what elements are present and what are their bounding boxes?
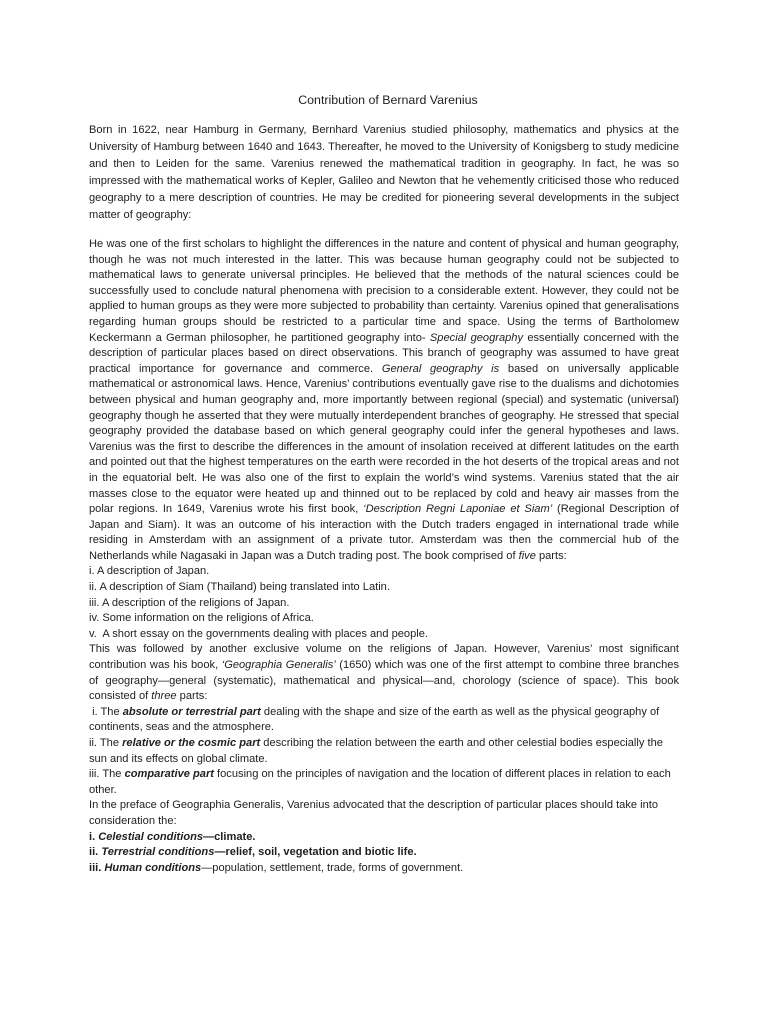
paragraph-main (89, 237, 679, 564)
list-item-text: describing the relation between the earth and other celestial bodies especially the sun and its effects on global climate. (89, 737, 663, 765)
text-run: (Regional Description of Japan and Siam). It was an outcome of his interaction with the Dutch traders engaged in international trade while residing in Amsterdam with an assignment of a private tutor. Amsterdam was then the commercial hub of the Netherlands while Nagasaki in Japan was a Dutch trading post. The book comprised of (89, 503, 679, 562)
list-item-term: comparative part (124, 768, 214, 781)
emphasis-special-geography: Special geography (429, 331, 524, 344)
text-run: He was one of the first scholars to highlight the differences in the nature and content of physical and human geography, though he was not much interested in the latter. This was because human geography could not be subjected to mathematical laws to generate universal principles. He believed that the methods of the natural sciences could be successfully used to conclude natural phenomena with precision to a considerable extent. However, they could not be applied to human groups as they were more subjected to probability than certainty. Varenius opined that generalisations regarding human groups should be restricted to a particular time and space. Using the terms of Bartholomew Keckermann a German philosopher, he partitioned geography into- (89, 238, 679, 344)
list-item: v. A short essay on the governments dealing with places and people. (89, 627, 428, 640)
list-item-prefix: iii. The (89, 768, 125, 781)
list-item-term: Terrestrial conditions (101, 846, 215, 859)
text-run: parts: (176, 690, 208, 703)
list-conditions (89, 830, 679, 877)
paragraph-intro: Born in 1622, near Hamburg in Germany, Bernhard Varenius studied philosophy, mathematics and physics at the University of Hamburg between 1640 and 1643. Thereafter, he moved to the University of Konigsberg to study medicine and then to Leiden for the same. Varenius renewed the mathematical tradition in geography. In fact, he was so impressed with the mathematical works of Kepler, Galileo and Newton that he vehemently criticised those who reduced geography to a mere description of countries. He may be credited for pioneering several developments in the subject matter of geography: (89, 124, 679, 221)
list-item-text: —relief, soil, vegetation and biotic life. (214, 846, 417, 859)
list-item: i. A description of Japan. (89, 565, 210, 578)
document-page (89, 92, 679, 876)
list-item (89, 736, 679, 767)
list-item-text: focusing on the principles of navigation and the location of different places in relation to each other. (89, 768, 671, 796)
list-item (89, 767, 679, 798)
list-item (89, 845, 679, 861)
list-item: ii. A description of Siam (Thailand) being translated into Latin. (89, 581, 390, 594)
list-book-parts (89, 564, 679, 642)
list-item (89, 830, 679, 846)
list-item-term: relative or the cosmic part (122, 737, 261, 749)
emphasis-geographia-title: ‘Geographia Generalis’ (221, 659, 336, 672)
list-item-text: —population, settlement, trade, forms of government. (201, 861, 464, 874)
list-item: iii. A description of the religions of Japan. (89, 596, 290, 609)
page-title: Contribution of Bernard Varenius (298, 93, 478, 107)
emphasis-general-geography: General geography is (381, 362, 500, 375)
paragraph-geographia (89, 642, 679, 704)
emphasis-five: five (518, 549, 536, 562)
emphasis-three: three (151, 690, 177, 703)
text-run: parts: (535, 549, 567, 562)
list-item-text: —climate. (203, 830, 256, 843)
text-run: This was followed by another exclusive volume on the religions of Japan. However, Varenius’ most significant contribution was his book, (89, 643, 679, 672)
text-run: essentially concerned with the description of particular places based on direct observations. This branch of geography was assumed to have great practical importance for governance and commerce. (89, 331, 679, 375)
paragraph-preface: In the preface of Geographia Generalis, Varenius advocated that the description of particular places should take into consideration the: (89, 799, 659, 827)
list-item-number: iii. (89, 861, 105, 874)
list-item-term: Human conditions (104, 861, 202, 874)
list-geographia-parts (89, 705, 679, 799)
list-item: iv. Some information on the religions of Africa. (89, 612, 314, 625)
list-item-term: absolute or terrestrial part (122, 705, 261, 718)
list-item-number: i. (89, 830, 99, 843)
list-item-term: Celestial conditions (98, 830, 204, 843)
list-item (89, 705, 679, 736)
list-item-prefix: i. The (89, 705, 123, 718)
emphasis-book-title: ‘Description Regni Laponiae et Siam’ (363, 503, 553, 516)
list-item-prefix: ii. The (89, 737, 123, 749)
list-item-number: ii. (89, 846, 102, 859)
list-item-text: dealing with the shape and size of the earth as well as the physical geography of continents, seas and the atmosphere. (89, 705, 660, 734)
list-item (89, 861, 679, 877)
text-run: (1650) which was one of the first attempt to combine three branches of geography—general (systematic), mathematical and physical—and, chorology (science of space). This book consisted of (89, 659, 679, 703)
text-run: based on universally applicable mathematical or astronomical laws. Hence, Varenius’ contributions eventually gave rise to the dualisms and dichotomies between physical and human geography and, more importantly between regional (special) and systematic (universal) geography though he asserted that they were mutually interdependent branches of geography. He stressed that special geography provided the database based on which general geography could infer the general hypotheses and laws. Varenius was the first to describe the differences in the amount of insolation received at different latitudes on the earth and pointed out that the highest temperatures on the earth were recorded in the hot deserts of the tropical areas and not in the equatorial belt. He was also one of the first to explain the world’s wind systems. Varenius stated that the air masses close to the equator were heated up and thinned out to be replaced by cold and heavy air masses from the polar regions. In 1649, Varenius wrote his first book, (89, 362, 679, 516)
